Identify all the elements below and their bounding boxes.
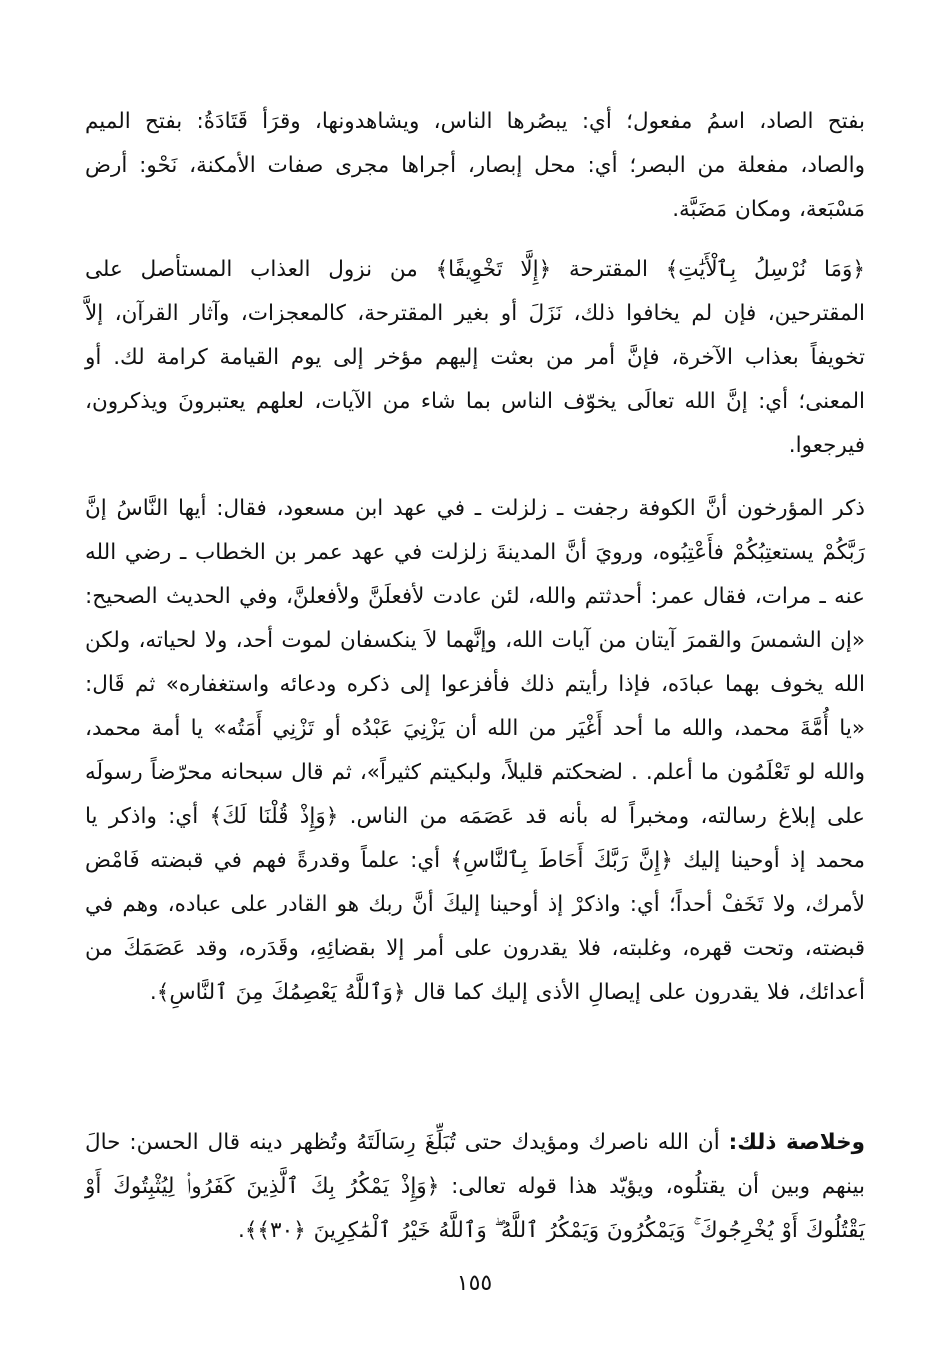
- page-number: ١٥٥: [456, 1271, 493, 1296]
- paragraph-1: [85, 100, 865, 232]
- paragraph-3-text: ذكر المؤرخون أنَّ الكوفة رجفت ـ زلزلت ـ في عهد ابن مسعود، فقال: أيها النَّاسُ إنَّ رَبَّكُمْ يستعتِبُكُمْ فأَعْتِبُوه، ورويَ أنَّ المدينةَ زلزلت في عهد عمر بن الخطاب ـ رضي الله عنه ـ مرات، فقال عمر: أحدثتم والله، لئن عادت لأفعلَنَّ ولأفعلنَّ، وفي الحديث الصحيح: «إن الشمسَ والقمرَ آيتان من آيات الله، وإنَّهما لاَ ينكسفان لموت أحد، ولا لحياته، ولكن الله يخوف بهما عبادَه، فإذا رأيتم ذلك فأفزعوا إلى ذكره ودعائه واستغفاره» ثم قَال: «يا أُمَّةَ محمد، والله ما أحد أَغْيَر من الله أن يَزْنِيَ عَبْدُه أو تَزْنِي أَمَتُه» يا أمة محمد، والله لو تَعْلَمُون ما أعلم. . لضحكتم قليلاً، ولبكيتم كثيراً»، ثم قال سبحانه محرّضاً رسولَه على إبلاغ رسالته، ومخبراً له بأنه قد عَصَمَه من الناس. ﴿وَإِذْ قُلْنَا لَكَ﴾ أي: واذكر يا محمد إذ أوحينا إليك ﴿إِنَّ رَبَّكَ أَحَاطَ بِٱلنَّاسِ﴾ أي: علماً وقدرةً فهم في قبضته فَامْض لأمرك، ولا تَخَفْ أحداً؛ أي: واذكرْ إذ أوحينا إليكَ أنَّ ربك هو القادر على عباده، وهم في قبضته، وتحت قهره، وغلبته، فلا يقدرون على أمر إلا بقضائِهِ، وقَدَره، وقد عَصَمَكَ من أعدائك، فلا يقدرون على إيصالِ الأذى إليك كما قال ﴿وَٱللَّهُ يَعْصِمُكَ مِنَ ٱلنَّاسِ﴾.: [85, 496, 865, 1005]
- paragraph-3: [85, 487, 865, 1015]
- paragraph-2-text: ﴿وَمَا نُرْسِلُ بِٱلْأَيَٰتِ﴾ المقترحة ﴿إِلَّا تَخْوِيفًا﴾ من نزول العذاب المستأصل على المقترحين، فإن لم يخافوا ذلك، نَزَلَ أو بغير المقترحة، كالمعجزات، وآثار القرآن، إلاَّ تخويفاً بعذاب الآخرة، فإنَّ أمر من بعثت إليهم مؤخر إلى يوم القيامة كرامة لك. أو المعنى؛ أي: إنَّ الله تعالَى يخوّف الناس بما شاء من الآيات، لعلهم يعتبرونَ ويذكرون، فيرجعوا.: [85, 257, 865, 458]
- paragraph-4-text: أن الله ناصرك ومؤيدك حتى تُبَلِّغَ رِسَالَتَهُ وتُظهر دينه قال الحسن: حالَ بينهم وبين أن يقتلُوه، ويؤيّد هذا قوله تعالى: ﴿وَإِذْ يَمْكُرُ بِكَ ٱلَّذِينَ كَفَرُوا۟ لِيُثْبِتُوكَ أَوْ يَقْتُلُوكَ أَوْ يُخْرِجُوكَ ۚ وَيَمْكُرُونَ وَيَمْكُرُ ٱللَّهُ ۖ وَٱللَّهُ خَيْرُ ٱلْمَٰكِرِينَ ﴿٣٠﴾﴾.: [85, 1130, 865, 1243]
- paragraph-1-text: بفتح الصاد، اسمُ مفعول؛ أي: يبصُرها الناس، ويشاهدونها، وقرَأ قَتَادَةُ: بفتح الميم والصاد، مفعلة من البصر؛ أي: محل إبصار، أجراها مجرى صفات الأمكنة، نَحْو: أرض مَسْبَعة، ومكان مَضَبَّة.: [85, 109, 865, 222]
- paragraph-2: [85, 248, 865, 468]
- paragraph-4: [85, 1121, 865, 1253]
- summary-lead: وخلاصة ذلك:: [728, 1130, 865, 1155]
